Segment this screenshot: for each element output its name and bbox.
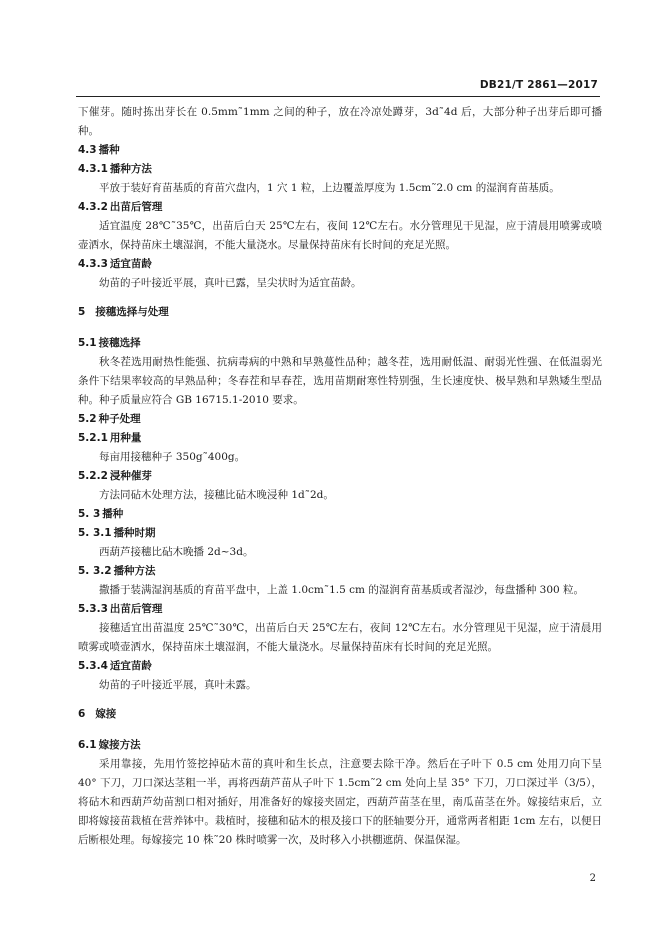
section-heading [78, 562, 602, 581]
paragraph: 采用靠接，先用竹签挖掉砧木苗的真叶和生长点，注意要去除干净。然后在子叶下 0.5 cm 处用刀向下呈 40° 下刀，刀口深达茎粗一半，再将西葫芦苗从子叶下 1.5cm˜2 cm 处向上呈 35° 下刀，刀口深过半（3/5），将砧木和西葫芦幼苗割口相对插好，用准备好的嫁接夹固定，西葫芦苗茎在里，南瓜苗茎在外。嫁接结束后，立即将嫁接苗栽植在营养钵中。栽植时，接穗和砧木的根及接口下的胚轴要分开，通常两者相距 1cm 左右，以便日后断根处理。每嫁接完 10 株˜20 株时喷雾一次，及时移入小拱棚遮荫、保温保湿。 [78, 758, 602, 846]
section-heading [78, 736, 602, 755]
paragraph: 幼苗的子叶接近平展，真叶未露。 [99, 679, 257, 691]
section-heading [78, 255, 602, 274]
section-title: 嫁接方法 [98, 739, 141, 751]
paragraph: 撒播于装满湿润基质的育苗平盘中，上盖 1.0cm˜1.5 cm 的湿润育苗基质或者湿沙，每盘播种 300 粒。 [99, 584, 585, 596]
section-title: 播种方法 [109, 163, 152, 175]
section-title: 浸种催芽 [109, 470, 152, 482]
paragraph: 每亩用接穗种子 350g˜400g。 [99, 451, 246, 463]
section-heading [78, 429, 602, 448]
paragraph: 下催芽。随时拣出芽长在 0.5mm˜1mm 之间的种子，放在冷凉处蹲芽，3d˜4d 后，大部分种子出芽后即可播种。 [78, 106, 602, 137]
section-number: 4.3 [78, 144, 97, 156]
section-heading [78, 524, 602, 543]
section-title: 适宜苗龄 [109, 258, 152, 270]
section-heading [78, 160, 602, 179]
paragraph: 平放于装好育苗基质的育苗穴盘内，1 穴 1 粒，上边覆盖厚度为 1.5cm˜2.0 cm 的湿润育苗基质。 [99, 182, 560, 194]
section-heading [78, 334, 602, 353]
section-number: 4.3.3 [78, 258, 108, 270]
section-number: 5.3.3 [78, 603, 108, 615]
section-number: 5.2.1 [78, 432, 108, 444]
document-body [78, 103, 602, 850]
page-number: 2 [589, 873, 596, 884]
section-title: 嫁接 [95, 708, 117, 720]
chapter-heading [78, 705, 602, 724]
section-number: 5. 3.1 [78, 527, 112, 539]
section-number: 5.1 [78, 337, 97, 349]
section-heading [78, 198, 602, 217]
section-number: 5 [78, 306, 86, 318]
paragraph: 接穗适宜出苗温度 25℃˜30℃，出苗后白天 25℃左右，夜间 12℃左右。水分管理见干见湿，应于清晨用喷雾或喷壶洒水，保持苗床土壤湿润，不能大量浇水。尽量保持苗床有长时间的充足光照。 [78, 622, 602, 653]
section-heading [78, 657, 602, 676]
section-title: 播种 [102, 508, 124, 520]
section-title: 播种 [98, 144, 120, 156]
section-title: 接穗选择 [98, 337, 141, 349]
section-title: 出苗后管理 [109, 201, 163, 213]
section-number: 6.1 [78, 739, 97, 751]
section-title: 出苗后管理 [109, 603, 163, 615]
section-number: 4.3.1 [78, 163, 108, 175]
section-heading [78, 467, 602, 486]
paragraph: 幼苗的子叶接近平展，真叶已露，呈尖状时为适宜苗龄。 [99, 277, 362, 289]
section-title: 播种时期 [113, 527, 156, 539]
paragraph: 方法同砧木处理方法，接穗比砧木晚浸种 1d˜2d。 [99, 489, 334, 501]
chapter-heading [78, 303, 602, 322]
section-number: 5.2 [78, 413, 97, 425]
paragraph: 适宜温度 28℃˜35℃，出苗后白天 25℃左右，夜间 12℃左右。水分管理见干见湿，应于清晨用喷雾或喷壶洒水，保持苗床土壤湿润，不能大量浇水。尽量保持苗床有长时间的充足光照。 [78, 220, 602, 251]
section-heading [78, 410, 602, 429]
section-number: 5. 3 [78, 508, 101, 520]
section-heading [78, 505, 602, 524]
section-title: 种子处理 [98, 413, 141, 425]
section-title: 适宜苗龄 [109, 660, 152, 672]
section-title: 接穗选择与处理 [95, 306, 169, 318]
paragraph: 秋冬茬选用耐热性能强、抗病毒病的中熟和早熟蔓性品种；越冬茬，选用耐低温、耐弱光性强、在低温弱光条件下结果率较高的早熟品种；冬春茬和早春茬，选用苗期耐寒性特别强，生长速度快、极早熟和早熟矮生型品种。种子质量应符合 GB 16715.1-2010 要求。 [78, 356, 602, 406]
document-id: DB21/T 2861—2017 [479, 79, 598, 91]
section-number: 4.3.2 [78, 201, 108, 213]
section-title: 播种方法 [113, 565, 156, 577]
section-number: 5.2.2 [78, 470, 108, 482]
section-title: 用种量 [109, 432, 142, 444]
section-number: 5.3.4 [78, 660, 108, 672]
section-heading [78, 141, 602, 160]
section-heading [78, 600, 602, 619]
paragraph: 西葫芦接穗比砧木晚播 2d~3d。 [99, 546, 254, 558]
section-number: 5. 3.2 [78, 565, 112, 577]
section-number: 6 [78, 708, 86, 720]
header-rule [76, 96, 600, 97]
